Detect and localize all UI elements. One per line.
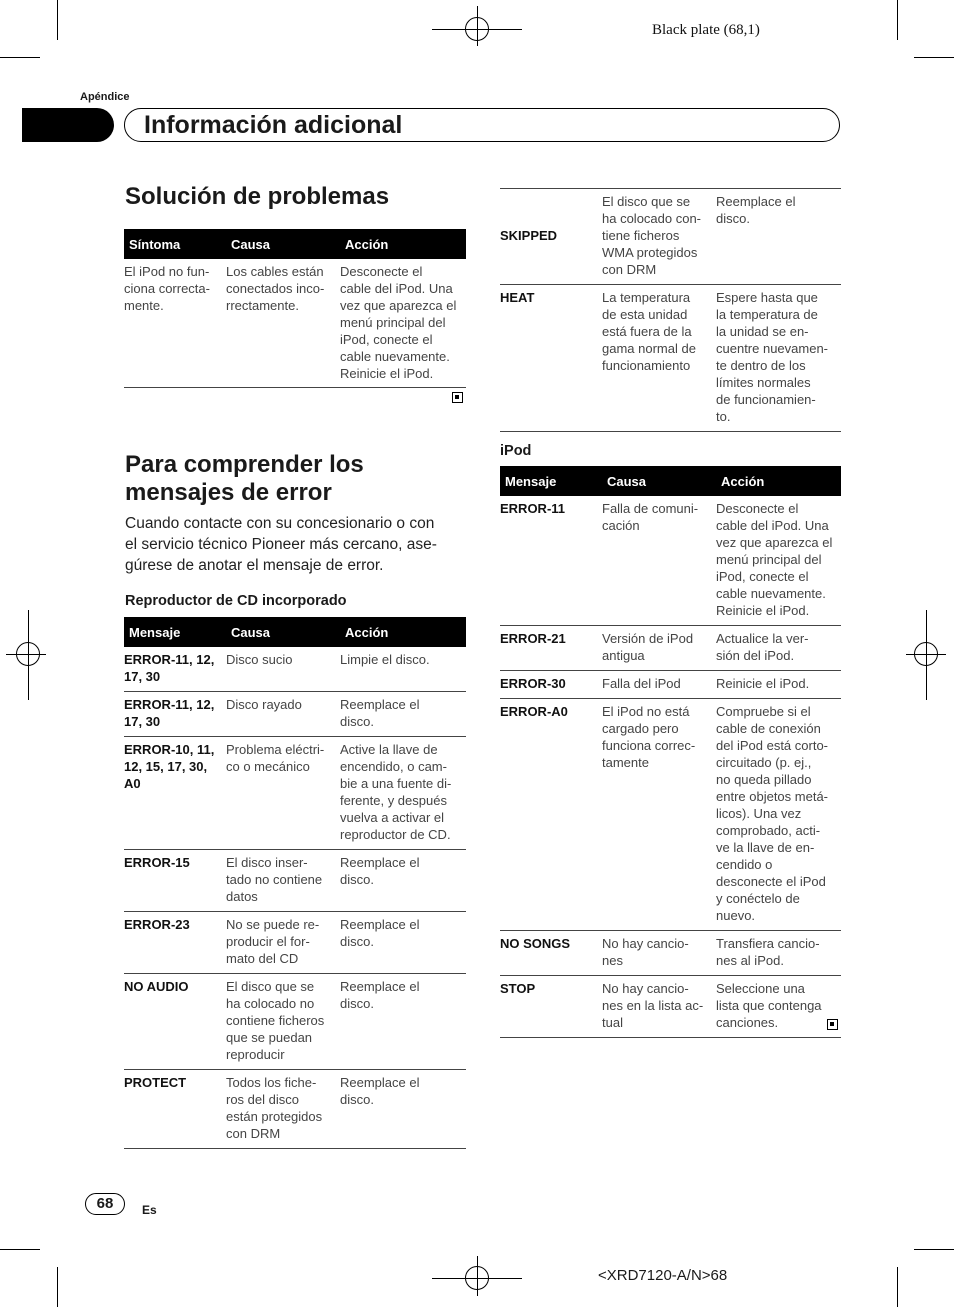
crop-mark xyxy=(0,1249,40,1250)
column-header: Síntoma xyxy=(124,229,226,259)
column-header: Mensaje xyxy=(500,466,602,496)
column-header: Mensaje xyxy=(124,617,226,647)
table-row xyxy=(124,737,466,850)
column-header: Acción xyxy=(716,466,841,496)
crop-mark xyxy=(914,1249,954,1250)
action-cell: Espere hasta que la temperatura de la unidad se en- cuentre nuevamen- te dentro de los límites normales de funcionamien- to. xyxy=(716,285,841,432)
message-cell: HEAT xyxy=(500,285,602,432)
action-cell: Seleccione una lista que contenga canciones. xyxy=(716,976,841,1038)
action-cell: Reemplace el disco. xyxy=(716,189,841,285)
symptom-cell: El iPod no fun- ciona correcta- mente. xyxy=(124,259,226,388)
registration-line xyxy=(477,1256,478,1296)
table-row xyxy=(124,912,466,974)
table-row xyxy=(124,850,466,912)
cause-cell: La temperatura de esta unidad está fuera de la gama normal de funcionamiento xyxy=(602,285,716,432)
action-cell: Actualice la ver- sión del iPod. xyxy=(716,626,841,671)
cd-error-table xyxy=(124,617,466,1149)
table-row xyxy=(500,496,841,626)
table-row xyxy=(124,647,466,692)
table-row xyxy=(500,285,841,432)
cause-cell: No hay cancio- nes en la lista ac- tual xyxy=(602,976,716,1038)
message-cell: SKIPPED xyxy=(500,189,602,285)
ipod-error-table xyxy=(500,466,841,1038)
cd-subheading: Reproductor de CD incorporado xyxy=(125,593,347,609)
cause-cell: Falla del iPod xyxy=(602,671,716,699)
registration-line xyxy=(6,654,46,655)
table-row xyxy=(500,976,841,1038)
table-header-row xyxy=(124,229,466,259)
action-cell: Reinicie el iPod. xyxy=(716,671,841,699)
cause-cell: No se puede re- producir el for- mato del CD xyxy=(226,912,340,974)
column-header: Acción xyxy=(340,229,466,259)
cause-cell: Disco sucio xyxy=(226,647,340,692)
message-cell: ERROR-11, 12, 17, 30 xyxy=(124,692,226,737)
crop-mark xyxy=(57,0,58,40)
action-cell: Limpie el disco. xyxy=(340,647,466,692)
message-cell: ERROR-15 xyxy=(124,850,226,912)
cause-cell: El disco que se ha colocado no contiene ficheros que se puedan reproducir xyxy=(226,974,340,1070)
section-title-errors: Para comprender los mensajes de error xyxy=(125,451,364,506)
crop-mark xyxy=(0,57,40,58)
cause-cell: El disco que se ha colocado con- tiene ficheros WMA protegidos con DRM xyxy=(602,189,716,285)
chapter-tab xyxy=(22,108,114,142)
language-code: Es xyxy=(142,1203,157,1217)
action-cell: Desconecte el cable del iPod. Una vez que aparezca el menú principal del iPod, conecte el cable nuevamente. Reinicie el iPod. xyxy=(340,259,466,388)
message-cell: ERROR-11, 12, 17, 30 xyxy=(124,647,226,692)
cause-cell: Los cables están conectados inco- rrectamente. xyxy=(226,259,340,388)
table-row xyxy=(500,626,841,671)
table-row xyxy=(124,974,466,1070)
cause-cell: Disco rayado xyxy=(226,692,340,737)
action-cell: Reemplace el disco. xyxy=(340,974,466,1070)
end-of-section-mark xyxy=(452,392,463,403)
action-cell: Reemplace el disco. xyxy=(340,912,466,974)
crop-mark xyxy=(914,57,954,58)
page-number: 68 xyxy=(85,1193,125,1215)
column-header: Causa xyxy=(226,229,340,259)
action-cell: Reemplace el disco. xyxy=(340,1070,466,1149)
cd-error-table-continued xyxy=(500,188,841,432)
message-cell: ERROR-30 xyxy=(500,671,602,699)
crop-mark xyxy=(57,1267,58,1307)
message-cell: PROTECT xyxy=(124,1070,226,1149)
column-header: Causa xyxy=(226,617,340,647)
table-row xyxy=(500,189,841,285)
action-cell: Compruebe si el cable de conexión del iPod está corto- circuitado (p. ej., no queda pillado entre objetos metá- licos). Una vez comprobado, acti- ve la llave de en- cendido o desconecte el iPod y conéctelo de nuevo. xyxy=(716,699,841,931)
message-cell: NO SONGS xyxy=(500,931,602,976)
message-cell: NO AUDIO xyxy=(124,974,226,1070)
registration-line xyxy=(926,610,927,700)
action-cell: Transfiera cancio- nes al iPod. xyxy=(716,931,841,976)
message-cell: ERROR-11 xyxy=(500,496,602,626)
message-cell: ERROR-10, 11, 12, 15, 17, 30, A0 xyxy=(124,737,226,850)
cause-cell: Falla de comuni- cación xyxy=(602,496,716,626)
cause-cell: El disco inser- tado no contiene datos xyxy=(226,850,340,912)
table-header-row xyxy=(124,617,466,647)
registration-line xyxy=(477,6,478,46)
model-code: <XRD7120-A/N>68 xyxy=(598,1267,728,1284)
cause-cell: No hay cancio- nes xyxy=(602,931,716,976)
ipod-subheading: iPod xyxy=(500,443,532,459)
table-row xyxy=(124,692,466,737)
message-cell: ERROR-21 xyxy=(500,626,602,671)
chapter-title: Información adicional xyxy=(144,111,403,139)
end-of-section-mark xyxy=(827,1019,838,1030)
message-cell: ERROR-A0 xyxy=(500,699,602,931)
cause-cell: El iPod no está cargado pero funciona correc- tamente xyxy=(602,699,716,931)
action-cell: Desconecte el cable del iPod. Una vez que aparezca el menú principal del iPod, conecte el cable nuevamente. Reinicie el iPod. xyxy=(716,496,841,626)
chapter-header xyxy=(124,108,840,142)
table-row xyxy=(500,699,841,931)
cause-cell: Versión de iPod antigua xyxy=(602,626,716,671)
registration-line xyxy=(28,610,29,700)
table-row xyxy=(500,931,841,976)
table-row xyxy=(124,259,466,388)
table-row xyxy=(124,1070,466,1149)
crop-mark xyxy=(897,0,898,40)
action-cell: Active la llave de encendido, o cam- bie a una fuente di- ferente, y después vuelva a activar el reproductor de CD. xyxy=(340,737,466,850)
cause-cell: Problema eléctri- co o mecánico xyxy=(226,737,340,850)
action-cell: Reemplace el disco. xyxy=(340,850,466,912)
table-header-row xyxy=(500,466,841,496)
action-cell: Reemplace el disco. xyxy=(340,692,466,737)
intro-paragraph: Cuando contacte con su concesionario o con el servicio técnico Pioneer más cercano, ase- gúrese de anotar el mensaje de error. xyxy=(125,515,437,574)
section-tag: Apéndice xyxy=(80,91,130,103)
column-header: Acción xyxy=(340,617,466,647)
message-cell: ERROR-23 xyxy=(124,912,226,974)
table-row xyxy=(500,671,841,699)
column-header: Causa xyxy=(602,466,716,496)
message-cell: STOP xyxy=(500,976,602,1038)
troubleshoot-table xyxy=(124,229,466,388)
section-title-troubleshoot: Solución de problemas xyxy=(125,183,390,210)
crop-mark xyxy=(897,1267,898,1307)
cause-cell: Todos los fiche- ros del disco están protegidos con DRM xyxy=(226,1070,340,1149)
plate-label: Black plate (68,1) xyxy=(652,22,760,38)
